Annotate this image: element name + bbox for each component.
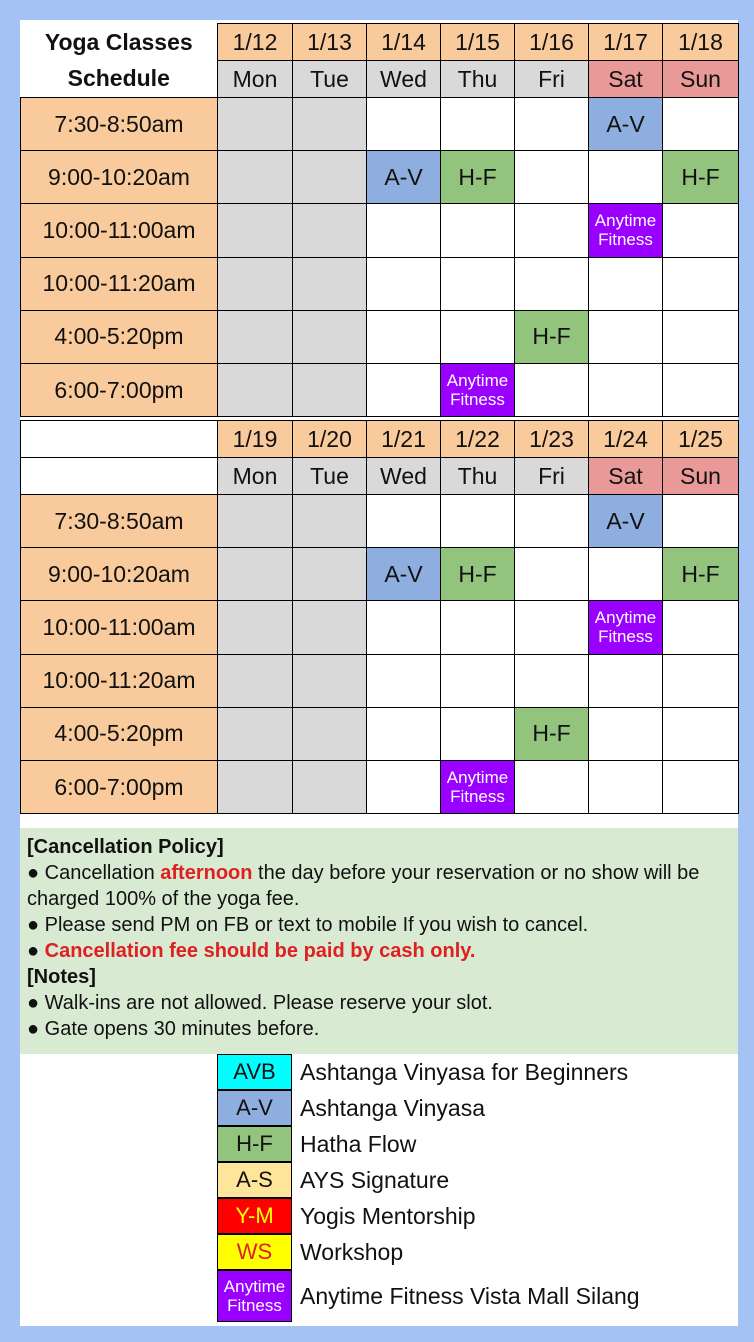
empty-slot [367, 654, 441, 707]
legend-swatch: A-S [217, 1162, 292, 1198]
empty-slot [515, 363, 589, 416]
empty-slot [589, 654, 663, 707]
empty-slot [515, 654, 589, 707]
week-2-table [20, 420, 739, 814]
closed-slot [218, 257, 293, 310]
time-slot-row [21, 760, 739, 813]
closed-slot [293, 363, 367, 416]
closed-slot [293, 257, 367, 310]
empty-slot [663, 310, 739, 363]
legend-swatch: WS [217, 1234, 292, 1270]
schedule-subtitle: Schedule [21, 61, 218, 98]
empty-slot [515, 151, 589, 204]
empty-slot [441, 654, 515, 707]
weekday-header: Sun [663, 458, 739, 495]
closed-slot [293, 654, 367, 707]
legend-item [217, 1054, 697, 1090]
legend-item [217, 1162, 697, 1198]
empty-slot [515, 495, 589, 548]
policy-heading: [Cancellation Policy] [27, 836, 224, 858]
empty-slot [515, 548, 589, 601]
empty-slot [663, 707, 739, 760]
time-slot-row [21, 151, 739, 204]
weekday-header: Wed [367, 61, 441, 98]
empty-slot [515, 204, 589, 257]
time-slot-label: 4:00-5:20pm [21, 707, 218, 760]
closed-slot [218, 151, 293, 204]
empty-slot [589, 151, 663, 204]
closed-slot [218, 654, 293, 707]
time-slot-row [21, 495, 739, 548]
closed-slot [293, 310, 367, 363]
class-slot: Anytime Fitness [441, 760, 515, 813]
closed-slot [218, 363, 293, 416]
empty-slot [441, 707, 515, 760]
closed-slot [293, 98, 367, 151]
date-header: 1/12 [218, 24, 293, 61]
class-slot: Anytime Fitness [589, 204, 663, 257]
weekday-header: Sun [663, 61, 739, 98]
weekday-header: Sat [589, 61, 663, 98]
weekday-header: Thu [441, 61, 515, 98]
empty-slot [589, 363, 663, 416]
empty-slot [367, 257, 441, 310]
weekday-header: Mon [218, 61, 293, 98]
date-header: 1/20 [293, 421, 367, 458]
date-header: 1/17 [589, 24, 663, 61]
time-slot-label: 9:00-10:20am [21, 548, 218, 601]
empty-slot [663, 601, 739, 654]
class-slot: A-V [589, 98, 663, 151]
legend-swatch: Anytime Fitness [217, 1270, 292, 1322]
closed-slot [293, 495, 367, 548]
date-header: 1/24 [589, 421, 663, 458]
time-slot-row [21, 707, 739, 760]
time-slot-label: 10:00-11:00am [21, 601, 218, 654]
empty-slot [367, 601, 441, 654]
date-header: 1/23 [515, 421, 589, 458]
empty-slot [515, 601, 589, 654]
date-row [21, 421, 739, 458]
empty-slot [589, 760, 663, 813]
legend-label: Hatha Flow [300, 1130, 417, 1157]
policy-line-1 [27, 860, 738, 912]
legend-item [217, 1234, 697, 1270]
date-header: 1/22 [441, 421, 515, 458]
legend-label: Ashtanga Vinyasa [300, 1094, 485, 1121]
legend-label: AYS Signature [300, 1166, 450, 1193]
weekday-header: Thu [441, 458, 515, 495]
time-slot-label: 7:30-8:50am [21, 98, 218, 151]
time-slot-label: 6:00-7:00pm [21, 760, 218, 813]
closed-slot [218, 601, 293, 654]
bullet: ● [27, 940, 45, 962]
schedule-title: Yoga Classes [21, 24, 218, 61]
closed-slot [293, 548, 367, 601]
date-header: 1/13 [293, 24, 367, 61]
class-slot: H-F [441, 151, 515, 204]
weekday-header: Sat [589, 458, 663, 495]
empty-slot [441, 204, 515, 257]
time-slot-row [21, 601, 739, 654]
closed-slot [293, 204, 367, 257]
time-slot-row [21, 257, 739, 310]
closed-slot [218, 760, 293, 813]
date-header: 1/19 [218, 421, 293, 458]
empty-slot [441, 495, 515, 548]
week-1-table [20, 23, 739, 417]
legend-item [217, 1090, 697, 1126]
legend-item [217, 1126, 697, 1162]
empty-slot [663, 257, 739, 310]
cancellation-policy [20, 828, 738, 1054]
time-slot-label: 7:30-8:50am [21, 495, 218, 548]
legend-swatch: Y-M [217, 1198, 292, 1234]
class-slot: H-F [663, 151, 739, 204]
policy-text: ● Cancellation [27, 862, 161, 884]
time-slot-row [21, 363, 739, 416]
empty-slot [589, 707, 663, 760]
time-slot-row [21, 98, 739, 151]
empty-slot [663, 363, 739, 416]
empty-slot [367, 204, 441, 257]
notes-heading: [Notes] [27, 966, 96, 988]
blank-corner [21, 421, 218, 458]
legend-label: Yogis Mentorship [300, 1202, 476, 1229]
policy-text: the day before your reservation or no show will be charged 100% of the yoga fee. [27, 862, 700, 910]
time-slot-label: 6:00-7:00pm [21, 363, 218, 416]
class-slot: H-F [441, 548, 515, 601]
empty-slot [515, 98, 589, 151]
weekday-header: Tue [293, 458, 367, 495]
class-slot: A-V [589, 495, 663, 548]
closed-slot [218, 204, 293, 257]
class-slot: Anytime Fitness [441, 363, 515, 416]
weekday-row [21, 458, 739, 495]
date-header: 1/25 [663, 421, 739, 458]
closed-slot [218, 548, 293, 601]
legend-label: Workshop [300, 1238, 404, 1265]
note-1: ● Walk-ins are not allowed. Please reserve your slot. [27, 992, 493, 1014]
closed-slot [293, 151, 367, 204]
policy-highlight: afternoon [160, 862, 253, 884]
empty-slot [367, 495, 441, 548]
empty-slot [589, 310, 663, 363]
legend-label: Anytime Fitness Vista Mall Silang [300, 1282, 640, 1309]
class-slot: Anytime Fitness [589, 601, 663, 654]
weekday-header: Fri [515, 61, 589, 98]
time-slot-row [21, 548, 739, 601]
blank-corner [21, 458, 218, 495]
empty-slot [367, 98, 441, 151]
class-slot: A-V [367, 548, 441, 601]
closed-slot [218, 98, 293, 151]
empty-slot [515, 257, 589, 310]
time-slot-label: 9:00-10:20am [21, 151, 218, 204]
closed-slot [218, 495, 293, 548]
date-row [21, 24, 739, 61]
empty-slot [441, 310, 515, 363]
empty-slot [515, 760, 589, 813]
empty-slot [441, 257, 515, 310]
note-2: ● Gate opens 30 minutes before. [27, 1018, 320, 1040]
legend-swatch: AVB [217, 1054, 292, 1090]
empty-slot [663, 760, 739, 813]
class-slot: H-F [663, 548, 739, 601]
date-header: 1/14 [367, 24, 441, 61]
date-header: 1/21 [367, 421, 441, 458]
empty-slot [367, 707, 441, 760]
closed-slot [218, 707, 293, 760]
closed-slot [293, 760, 367, 813]
policy-line-2: ● Please send PM on FB or text to mobile If you wish to cancel. [27, 914, 589, 936]
weekday-header: Tue [293, 61, 367, 98]
time-slot-label: 10:00-11:00am [21, 204, 218, 257]
empty-slot [663, 654, 739, 707]
weekday-header: Fri [515, 458, 589, 495]
weekday-header: Mon [218, 458, 293, 495]
time-slot-label: 10:00-11:20am [21, 654, 218, 707]
class-slot: H-F [515, 310, 589, 363]
time-slot-row [21, 204, 739, 257]
policy-highlight: Cancellation fee should be paid by cash only. [44, 940, 476, 962]
empty-slot [663, 204, 739, 257]
empty-slot [367, 760, 441, 813]
class-slot: A-V [367, 151, 441, 204]
date-header: 1/16 [515, 24, 589, 61]
empty-slot [367, 363, 441, 416]
legend-swatch: A-V [217, 1090, 292, 1126]
time-slot-row [21, 310, 739, 363]
legend-item [217, 1270, 697, 1322]
class-slot: H-F [515, 707, 589, 760]
closed-slot [218, 310, 293, 363]
empty-slot [367, 310, 441, 363]
legend-swatch: H-F [217, 1126, 292, 1162]
weekday-header: Wed [367, 458, 441, 495]
time-slot-label: 10:00-11:20am [21, 257, 218, 310]
date-header: 1/15 [441, 24, 515, 61]
weekday-row [21, 61, 739, 98]
legend-item [217, 1198, 697, 1234]
empty-slot [441, 98, 515, 151]
policy-line-3 [27, 938, 738, 964]
empty-slot [589, 257, 663, 310]
empty-slot [589, 548, 663, 601]
empty-slot [663, 98, 739, 151]
closed-slot [293, 601, 367, 654]
time-slot-row [21, 654, 739, 707]
closed-slot [293, 707, 367, 760]
legend-label: Ashtanga Vinyasa for Beginners [300, 1058, 629, 1085]
empty-slot [441, 601, 515, 654]
time-slot-label: 4:00-5:20pm [21, 310, 218, 363]
empty-slot [663, 495, 739, 548]
date-header: 1/18 [663, 24, 739, 61]
